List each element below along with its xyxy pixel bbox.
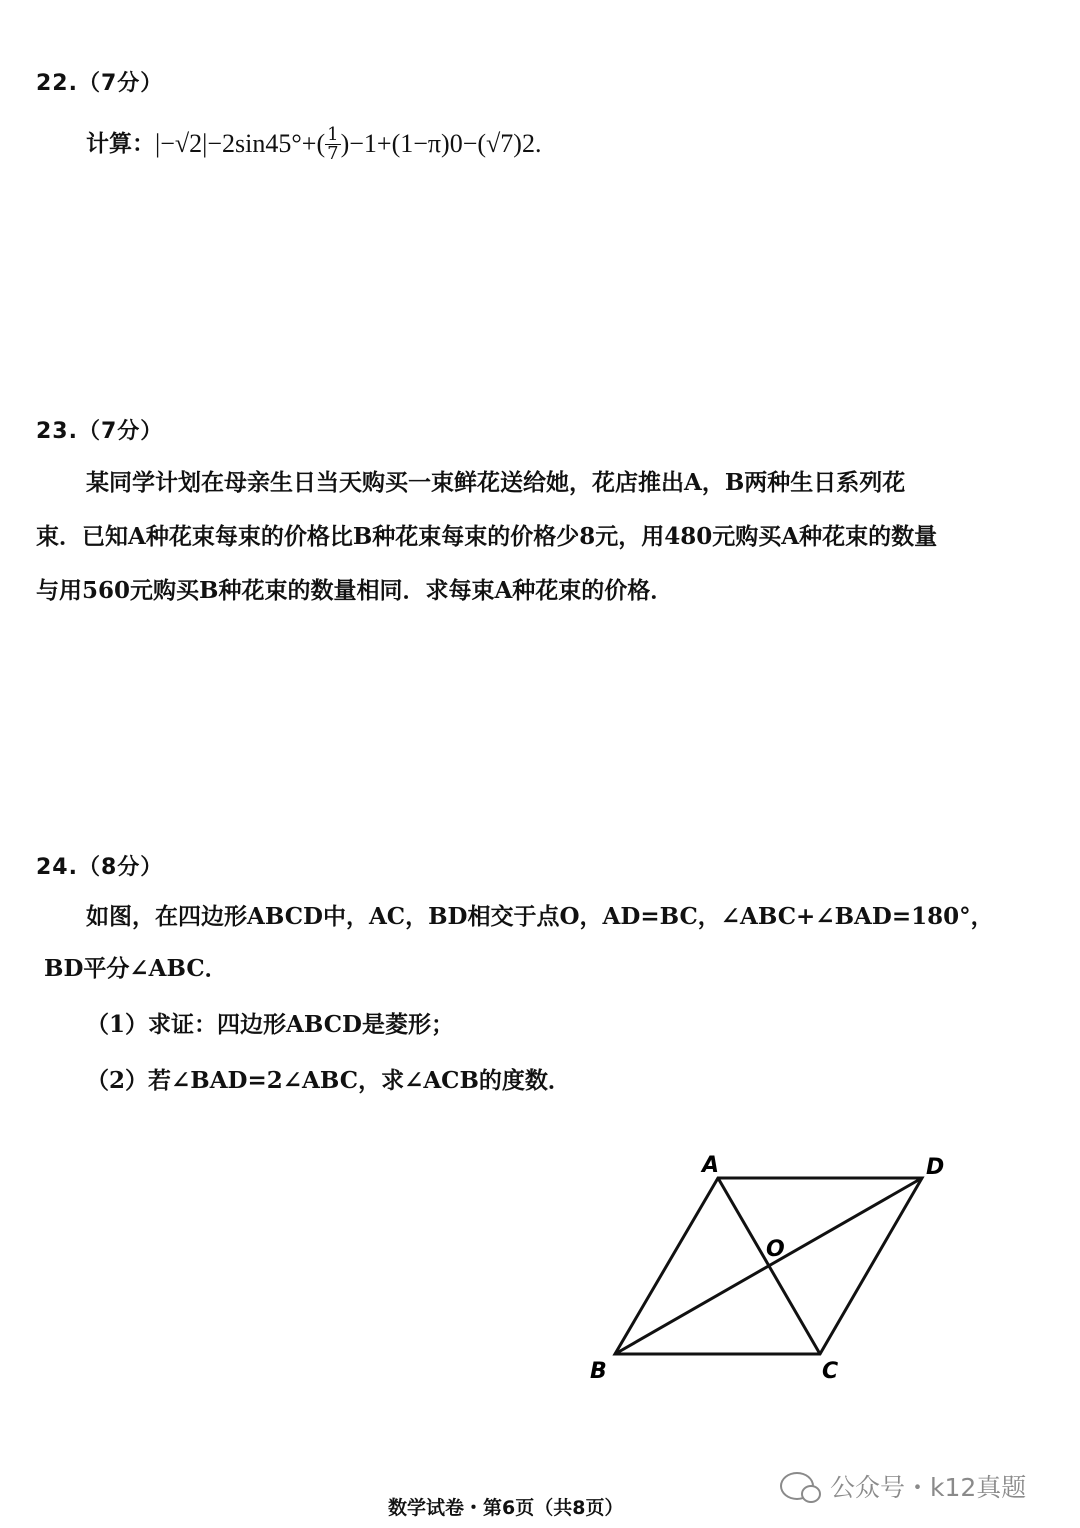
label-a: A: [702, 1153, 720, 1178]
q24-line1: 如图，在四边形ABCD中，AC，BD相交于点O，AD=BC，∠ABC+∠BAD=180°，: [86, 903, 994, 930]
wechat-icon: [780, 1472, 814, 1500]
q22-exp1: −1: [349, 129, 377, 158]
q22-end: .: [534, 129, 542, 158]
q23-line1: 某同学计划在母亲生日当天购买一束鲜花送给她，花店推出A，B两种生日系列花: [86, 469, 906, 496]
watermark: [780, 1468, 1026, 1504]
diagonal-bd: [615, 1178, 922, 1354]
q24-part1: （1）求证：四边形ABCD是菱形；: [86, 1011, 454, 1038]
label-o: O: [766, 1237, 785, 1262]
q22-neg-sqrt: −√2: [160, 129, 203, 158]
q22-exp3: 2: [521, 129, 535, 158]
label-d: D: [926, 1155, 945, 1180]
q22-frac-numerator: 1: [327, 123, 339, 145]
q22-part5: −(√7): [462, 129, 522, 158]
q24-part2: （2）若∠BAD=2∠ABC，求∠ACB的度数．: [86, 1067, 571, 1094]
q22-fraction: [325, 123, 340, 164]
q22-frac-denominator: 7: [327, 142, 339, 164]
q22-part2: −2sin45°+(: [207, 129, 326, 158]
watermark-text: 公众号・k12真题: [830, 1473, 1027, 1502]
page-footer: 数学试卷・第6页（共8页）: [388, 1497, 624, 1519]
q23-line3: 与用560元购买B种花束的数量相同．求每束A种花束的价格．: [36, 577, 674, 604]
q24-figure: [560, 1140, 1000, 1400]
q22-part4: +(1−π): [376, 129, 450, 158]
q23-line2: 束．已知A种花束每束的价格比B种花束每束的价格少8元，用480元购买A种花束的数量: [36, 523, 938, 550]
q24-number: 24.（8分）: [36, 855, 164, 880]
q22-exp2: 0: [449, 129, 463, 158]
q22-number: 22.（7分）: [36, 71, 164, 96]
q22-part3: ): [340, 129, 350, 158]
label-b: B: [590, 1359, 607, 1384]
q24-line2: BD平分∠ABC．: [44, 955, 228, 982]
q22-expression: [86, 124, 541, 164]
q23-number: 23.（7分）: [36, 419, 164, 444]
q22-abs-open: |: [155, 129, 161, 158]
q22-prompt: 计算：: [86, 130, 155, 157]
q22-abs-close: |: [202, 129, 208, 158]
label-c: C: [822, 1359, 839, 1384]
